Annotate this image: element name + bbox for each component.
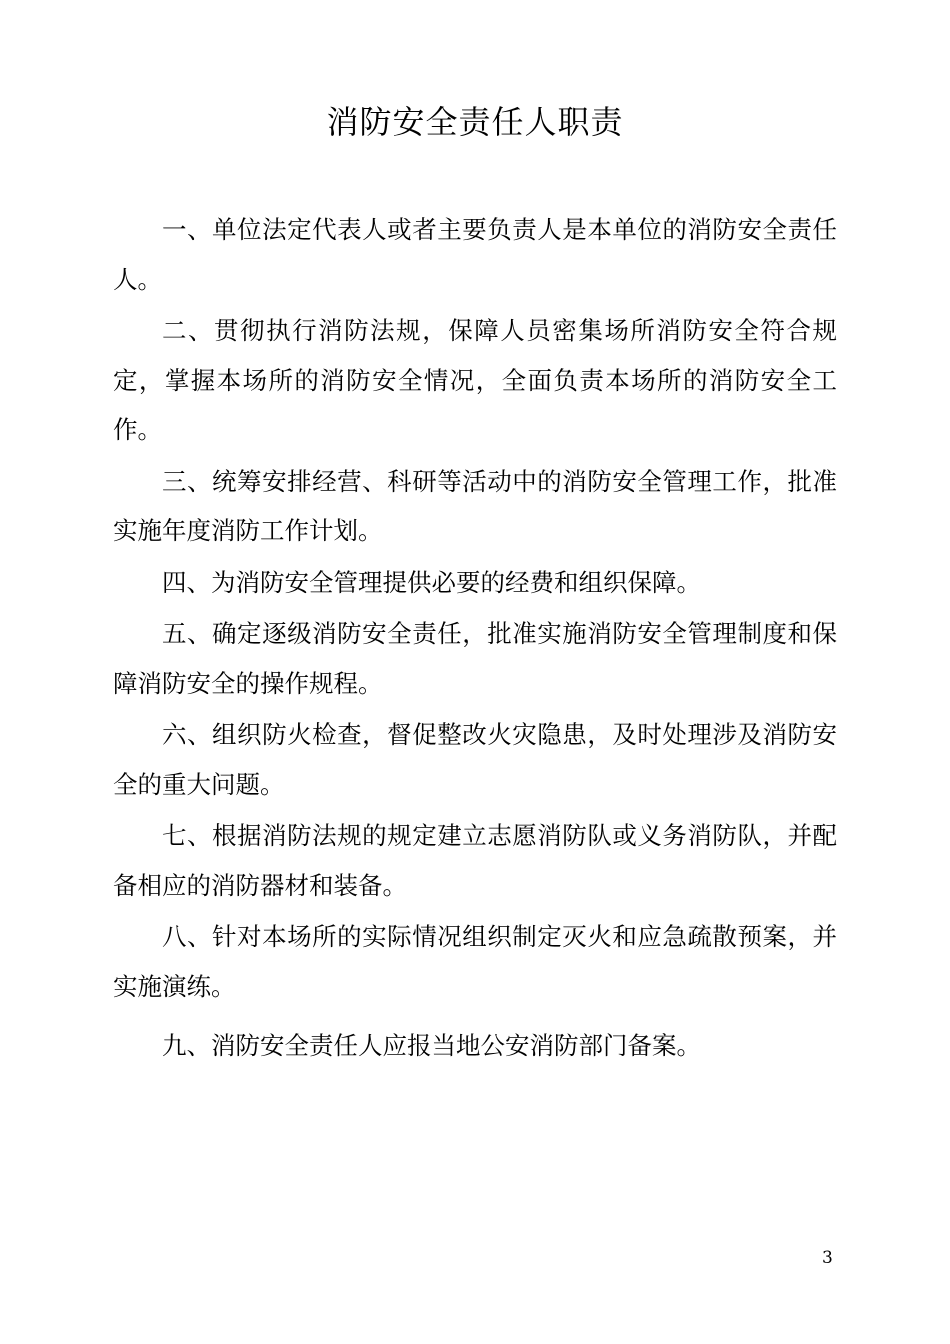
duty-item-3: 三、统筹安排经营、科研等活动中的消防安全管理工作，批准实施年度消防工作计划。 <box>113 466 837 545</box>
duty-item-7: 七、根据消防法规的规定建立志愿消防队或义务消防队，并配备相应的消防器材和装备。 <box>113 821 837 900</box>
duty-list <box>113 205 837 1073</box>
duty-item-9: 九、消防安全责任人应报当地公安消防部门备案。 <box>162 1031 701 1060</box>
duty-item-4: 四、为消防安全管理提供必要的经费和组织保障。 <box>162 567 701 597</box>
duty-item-5: 五、确定逐级消防安全责任，批准实施消防安全管理制度和保障消防安全的操作规程。 <box>113 619 837 698</box>
duty-item-8: 八、针对本场所的实际情况组织制定灭火和应急疏散预案，并实施演练。 <box>113 922 837 1001</box>
page-number: 3 <box>822 1248 833 1268</box>
duty-item-1: 一、单位法定代表人或者主要负责人是本单位的消防安全责任人。 <box>113 215 837 294</box>
duty-item-2: 二、贯彻执行消防法规，保障人员密集场所消防安全符合规定，掌握本场所的消防安全情况，全面负责本场所的消防安全工作。 <box>113 316 837 444</box>
duty-item-6: 六、组织防火检查，督促整改火灾隐患，及时处理涉及消防安全的重大问题。 <box>113 720 837 799</box>
page-title: 消防安全责任人职责 <box>326 103 624 141</box>
